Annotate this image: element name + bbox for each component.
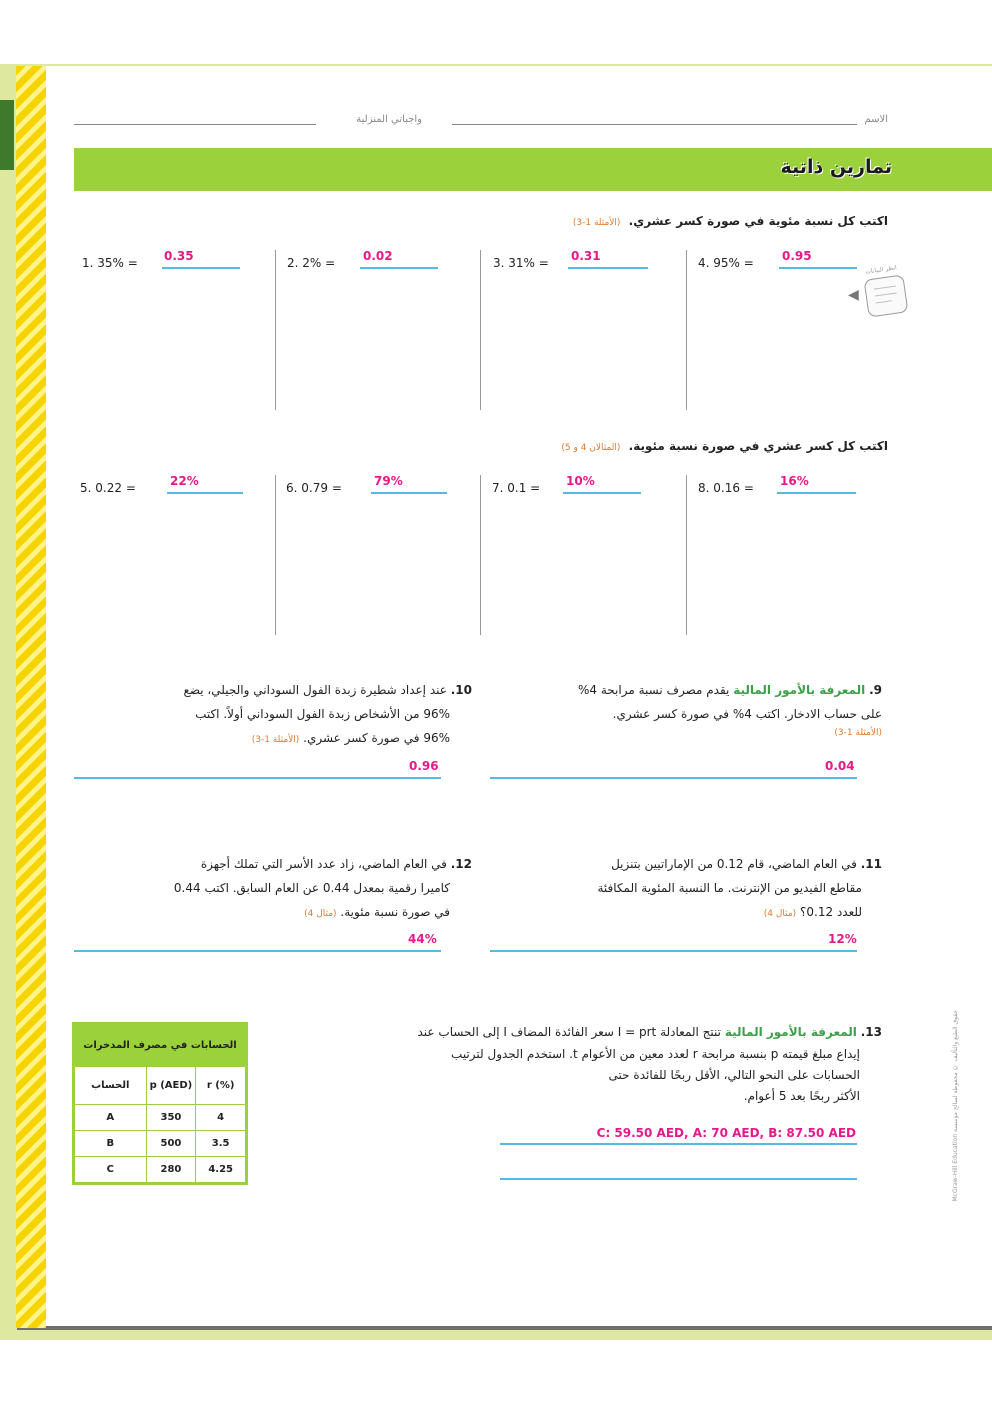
answer-6: 79% bbox=[374, 474, 403, 488]
answer-line-10 bbox=[74, 777, 441, 779]
answer-line-12 bbox=[74, 950, 441, 952]
arrow-left-icon: ◀ bbox=[848, 287, 859, 303]
column-divider bbox=[686, 250, 687, 410]
problem-12: 12. في العام الماضي، زاد عدد الأسر التي تملك أجهزة كاميرا رقمية بمعدل 0.44 عن العام السابق. اكتب 0.44 في صورة نسبة مئوية. (مثال 4) bbox=[173, 857, 472, 919]
answer-10: 0.96 bbox=[409, 759, 439, 773]
table-title: الحسابات في مصرف المدخرات bbox=[75, 1025, 246, 1067]
name-label: الاسم bbox=[864, 114, 888, 125]
col-header-p: p (AED) bbox=[146, 1067, 196, 1105]
column-divider bbox=[480, 250, 481, 410]
column-divider bbox=[275, 475, 276, 635]
problem-11: 11. في العام الماضي، قام 0.12 من الإماراتيين بتنزيل مقاطع الفيديو من الإنترنت. ما النسبة المئوية المكافئة للعدد 0.12؟ (مثال 4) bbox=[597, 857, 882, 919]
answer-line-6 bbox=[371, 492, 447, 494]
answer-7: 10% bbox=[566, 474, 595, 488]
col-header-account: الحساب bbox=[75, 1067, 147, 1105]
problem-9: 9. المعرفة بالأمور المالية يقدم مصرف نسبة مرابحة 4% على حساب الادخار. اكتب 4% في صورة كسر عشري. (الأمثلة 1-3) bbox=[578, 683, 882, 738]
icon-note-text: انظر البيانات bbox=[864, 264, 898, 276]
section1-instruction-text: اكتب كل نسبة مئوية في صورة كسر عشري. bbox=[628, 214, 888, 228]
side-tab bbox=[0, 100, 14, 170]
question-6: 6. 0.79 = bbox=[286, 481, 342, 495]
answer-line-2 bbox=[360, 267, 438, 269]
section2-ref: (المثالان 4 و 5) bbox=[561, 443, 621, 453]
answer-line-13a bbox=[500, 1143, 857, 1145]
answer-8: 16% bbox=[780, 474, 809, 488]
answer-12: 44% bbox=[408, 932, 437, 946]
question-1: 1. 35% = bbox=[82, 256, 138, 270]
table-row: B 500 3.5 bbox=[75, 1131, 246, 1157]
answer-line-3 bbox=[568, 267, 648, 269]
section1-instruction bbox=[573, 214, 888, 228]
table-row: A 350 4 bbox=[75, 1105, 246, 1131]
answer-line-5 bbox=[167, 492, 243, 494]
answer-2: 0.02 bbox=[363, 249, 393, 263]
banner-title: تمارين ذاتية bbox=[780, 156, 892, 178]
answer-line-7 bbox=[563, 492, 641, 494]
answer-13: C: 59.50 AED, A: 70 AED, B: 87.50 AED bbox=[596, 1126, 856, 1140]
question-4: 4. 95% = bbox=[698, 256, 754, 270]
question-3: 3. 31% = bbox=[493, 256, 549, 270]
answer-line-9 bbox=[490, 777, 857, 779]
table-row: C 280 4.25 bbox=[75, 1157, 246, 1183]
answer-line-11 bbox=[490, 950, 857, 952]
homework-line bbox=[74, 124, 316, 125]
question-7: 7. 0.1 = bbox=[492, 481, 541, 495]
answer-line-4 bbox=[779, 267, 857, 269]
question-8: 8. 0.16 = bbox=[698, 481, 754, 495]
accounts-table bbox=[74, 1024, 246, 1183]
col-header-r: r (%) bbox=[196, 1067, 246, 1105]
section2-instruction-text: اكتب كل كسر عشري في صورة نسبة مئوية. bbox=[628, 439, 888, 453]
yellow-stripe bbox=[16, 66, 46, 1328]
answer-line-8 bbox=[777, 492, 856, 494]
copyright-side-note: McGraw-Hill Education حقوق الطبع والتأليف © محفوظة لصالح مؤسسة bbox=[952, 1010, 959, 1202]
section2-instruction bbox=[561, 439, 888, 453]
problem-13: 13. المعرفة بالأمور المالية تنتج المعادلة I = prt سعر الفائدة المضاف I إلى الحساب عند إيداع مبلغ قيمته p بنسبة مرابحة r لعدد معين من الأعوام t. استخدم الجدول لترتيب الحسابات على النحو التالي، الأقل ربحًا للفائدة حتى الأكثر ربحًا بعد 5 أعوام. bbox=[417, 1025, 882, 1103]
answer-4: 0.95 bbox=[782, 249, 812, 263]
column-divider bbox=[275, 250, 276, 410]
answer-3: 0.31 bbox=[571, 249, 601, 263]
name-line bbox=[452, 124, 857, 125]
answer-line-13b bbox=[500, 1178, 857, 1180]
study-note-icon[interactable] bbox=[864, 264, 909, 317]
answer-1: 0.35 bbox=[164, 249, 194, 263]
homework-label: واجباتي المنزلية bbox=[356, 114, 422, 125]
section1-ref: (الأمثلة 1-3) bbox=[572, 218, 621, 228]
answer-9: 0.04 bbox=[825, 759, 855, 773]
problem-10: 10. عند إعداد شطيرة زبدة الفول السوداني والجيلي، يضع 96% من الأشخاص زبدة الفول السوداني أولاً. اكتب 96% في صورة كسر عشري. (الأمثلة 1-3) bbox=[183, 683, 472, 745]
question-2: 2. 2% = bbox=[287, 256, 336, 270]
answer-line-1 bbox=[162, 267, 240, 269]
question-5: 5. 0.22 = bbox=[80, 481, 136, 495]
column-divider bbox=[686, 475, 687, 635]
answer-5: 22% bbox=[170, 474, 199, 488]
column-divider bbox=[480, 475, 481, 635]
answer-11: 12% bbox=[828, 932, 857, 946]
